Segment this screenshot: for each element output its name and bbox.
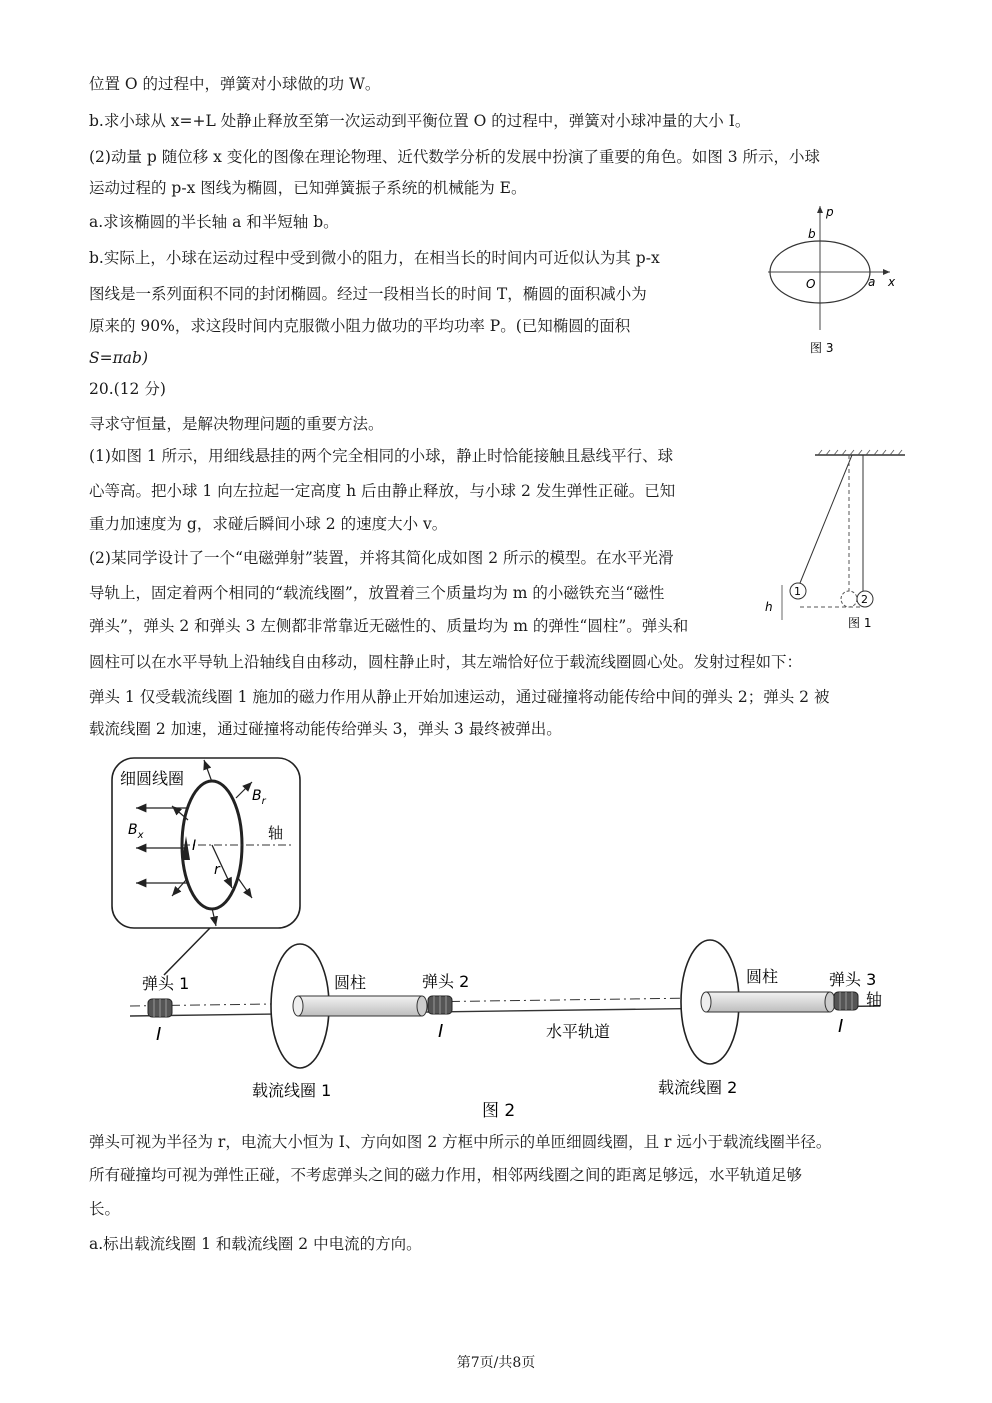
text-line: 寻求守恒量，是解决物理问题的重要方法。 [89,415,384,433]
warhead-2-label: 弹头 2 [422,972,470,991]
coil-2-label: 载流线圈 2 [658,1078,738,1097]
figure-1-pendulum [760,445,910,635]
cylinder-1-label: 圆柱 [334,973,367,992]
text-line: 导轨上，固定着两个相同的“载流线圈”，放置着三个质量均为 m 的小磁铁充当“磁性 [89,584,665,602]
inset-axis-label: 轴 [268,824,284,842]
text-line: a.求该椭圆的半长轴 a 和半短轴 b。 [89,213,339,231]
height-h-label: h [765,600,773,614]
fig3-caption: 图 3 [810,341,834,355]
text-line: S=πab) [89,349,149,367]
cylinder-1 [293,996,427,1016]
fig3-a-label: a [868,275,876,289]
ball-2-label: 2 [861,593,868,606]
inset-thin-coil [112,758,300,975]
figure-2-launcher [100,750,920,1130]
inset-title: 细圆线圈 [120,769,185,788]
text-line: (2)某同学设计了一个“电磁弹射”装置，并将其简化成如图 2 所示的模型。在水平光滑 [89,549,674,567]
radius-r-label: r [214,862,220,878]
cylinder-2 [701,992,835,1012]
warhead-3 [834,992,858,1010]
warhead-2 [428,996,452,1014]
cylinder-2-label: 圆柱 [746,967,779,986]
text-line: 图线是一系列面积不同的封闭椭圆。经过一段相当长的时间 T，椭圆的面积减小为 [89,285,647,303]
text-line: 载流线圈 2 加速，通过碰撞将动能传给弹头 3，弹头 3 最终被弹出。 [89,720,562,738]
text-line: 位置 O 的过程中，弹簧对小球做的功 W。 [89,75,381,93]
text-line: (2)动量 p 随位移 x 变化的图像在理论物理、近代数学分析的发展中扮演了重要的角色。如图 3 所示，小球 [89,148,821,166]
bx-symbol: B [128,822,138,838]
text-line: a.标出载流线圈 1 和载流线圈 2 中电流的方向。 [89,1235,422,1253]
current-label-2: I [438,1021,444,1042]
ball-1-label: 1 [794,585,801,598]
axis-label: 轴 [866,990,883,1009]
text-line: b.求小球从 x=+L 处静止释放至第一次运动到平衡位置 O 的过程中，弹簧对小球冲量的大小 I。 [89,112,751,130]
coil-1-label: 载流线圈 1 [252,1081,332,1100]
warhead-1 [148,999,172,1017]
br-subscript: r [261,796,266,807]
inset-current-label: I [192,838,197,854]
text-line: 所有碰撞均可视为弹性正碰，不考虑弹头之间的磁力作用，相邻两线圈之间的距离足够远，水平轨道足够 [89,1166,803,1184]
text-line: 20.(12 分) [89,380,166,398]
text-line: 心等高。把小球 1 向左拉起一定高度 h 后由静止释放，与小球 2 发生弹性正碰。已知 [89,482,676,500]
figure-3-ellipse [760,200,910,360]
current-label-3: I [838,1016,844,1037]
text-line: (1)如图 1 所示，用细线悬挂的两个完全相同的小球，静止时恰能接触且悬线平行、球 [89,447,674,465]
fig3-b-label: b [808,227,816,241]
warhead-1-label: 弹头 1 [142,974,190,993]
fig3-origin-label: O [806,277,816,291]
br-symbol: B [252,788,262,804]
text-line: b.实际上，小球在运动过程中受到微小的阻力，在相当长的时间内可近似认为其 p-x [89,249,660,267]
text-line: 长。 [89,1200,121,1218]
fig1-caption: 图 1 [848,616,872,630]
warhead-3-label: 弹头 3 [829,970,877,989]
text-line: 弹头可视为半径为 r，电流大小恒为 I、方向如图 2 方框中所示的单匝细圆线圈，且 r 远小于载流线圈半径。 [89,1133,832,1151]
page-footer: 第7页/共8页 [456,1355,536,1371]
text-line: 原来的 90%，求这段时间内克服微小阻力做功的平均功率 P。(已知椭圆的面积 [89,317,631,335]
current-label-1: I [156,1024,162,1045]
text-line: 弹头”，弹头 2 和弹头 3 左侧都非常靠近无磁性的、质量均为 m 的弹性“圆柱”。弹头和 [89,617,689,635]
bx-subscript: x [137,830,144,841]
fig3-p-label: p [826,205,834,219]
fig2-caption: 图 2 [482,1101,516,1121]
track-label: 水平轨道 [546,1022,611,1041]
text-line: 弹头 1 仅受载流线圈 1 施加的磁力作用从静止开始加速运动，通过碰撞将动能传给中间的弹头 2；弹头 2 被 [89,688,830,706]
text-line: 圆柱可以在水平导轨上沿轴线自由移动，圆柱静止时，其左端恰好位于载流线圈圆心处。发射过程如下： [89,653,803,671]
text-line: 运动过程的 p-x 图线为椭圆，已知弹簧振子系统的机械能为 E。 [89,179,527,197]
text-line: 重力加速度为 g，求碰后瞬间小球 2 的速度大小 v。 [89,515,448,533]
fig3-x-label: x [888,275,896,289]
